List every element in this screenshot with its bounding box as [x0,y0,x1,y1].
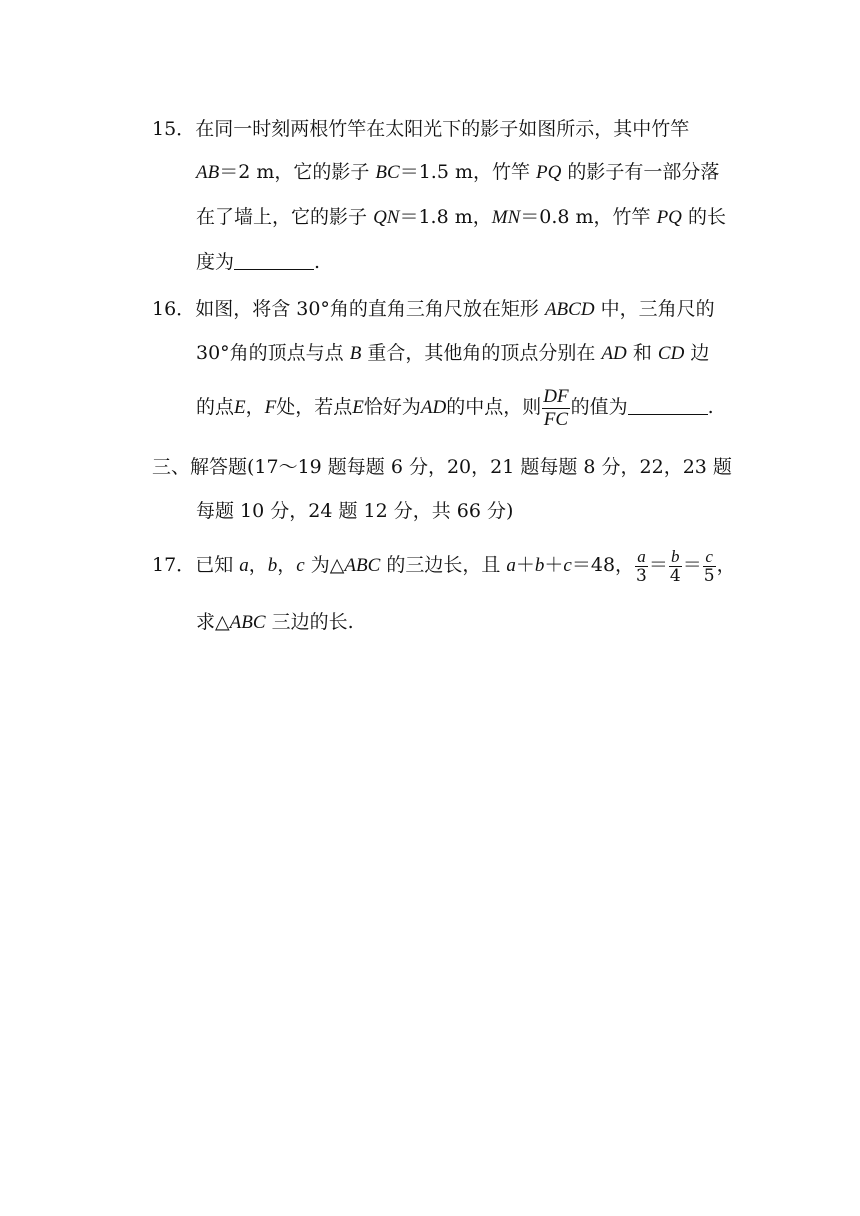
segment-ab: AB [196,162,220,183]
var-a: a [239,555,249,576]
q17-text-1c: 的三边长，且 [386,554,501,576]
point-e: E [234,397,246,418]
q17-text-2a: 求△ [196,611,230,633]
q17-end-comma: ， [716,554,736,576]
q17-sep-2: ， [277,554,297,576]
fraction-c-5 [703,547,716,586]
q15-answer-blank[interactable] [234,251,314,270]
q16-text-2a: 30°角的顶点与点 [196,342,344,364]
q15-text-4: 度为 [196,251,235,273]
triangle-abc: ABC [344,555,381,576]
var-b: b [267,555,278,576]
q15-line-1 [152,117,689,141]
q16-period: . [707,396,714,418]
segment-mn: MN [491,207,521,228]
q16-text-3d: 的中点，则 [446,396,542,418]
q16-text-3b: 处，若点 [276,396,353,418]
plus-2: ＋ [544,554,564,576]
section3-line-1 [152,455,732,479]
point-b: B [349,343,362,364]
q15-text-2a: ＝2 m，它的影子 [219,161,370,183]
fraction-a-3 [635,547,648,586]
q16-text-2d: 边 [690,342,710,364]
q16-line-3 [196,384,714,431]
var-c: c [296,555,305,576]
q17-number: 17． [152,554,196,576]
q17-text-1b: 为△ [310,554,345,576]
q16-text-1a: 如图，将含 30°角的直角三角尺放在矩形 [195,298,539,320]
segment-qn: QN [373,207,400,228]
q17-text-2b: 三边的长. [271,611,354,633]
q16-line-2 [196,341,709,366]
q15-text-3a: 在了墙上，它的影子 [196,206,368,228]
triangle-abc-2: ABC [229,612,266,633]
point-e-2: E [352,397,364,418]
fraction-df-fc [542,386,569,431]
frac2-num: b [669,547,682,567]
fraction-b-4 [669,547,682,586]
section3-line-2 [196,499,513,523]
q17-line-1 [152,540,736,591]
frac3-num: c [703,547,716,567]
q16-text-1b: 中，三角尺的 [600,298,715,320]
eq-value: ＝48， [571,554,635,576]
frac1-den: 3 [636,565,647,586]
segment-bc: BC [375,162,400,183]
q16-comma: ， [245,396,265,418]
q15-line-2 [196,160,719,185]
q16-text-2b: 重合，其他角的顶点分别在 [367,342,596,364]
q16-line-1 [152,297,715,322]
q16-text-3c: 恰好为 [363,396,421,418]
q15-line-3 [196,205,726,230]
q16-text-3e: 的值为 [570,396,628,418]
plus-1: ＋ [515,554,535,576]
point-f: F [264,397,277,418]
side-ad: AD [601,343,627,364]
equals-2: ＝ [648,554,668,576]
eq-var-b: b [534,555,545,576]
q17-line-2 [196,610,354,635]
q16-text-2c: 和 [632,342,652,364]
q15-text-3b: ＝1.8 m， [399,206,492,228]
side-cd: CD [657,343,685,364]
rect-abcd: ABCD [544,299,595,320]
q15-text-3d: 的长 [687,206,726,228]
section3-heading-cont: 每题 10 分，24 题 12 分，共 66 分) [196,500,514,522]
fraction-denominator: FC [543,408,569,430]
q15-number: 15． [152,118,196,140]
q17-text-1a: 已知 [195,554,234,576]
side-ad-2: AD [420,397,447,418]
q15-period: . [314,251,321,273]
equals-3: ＝ [682,554,702,576]
q15-text-3c: ＝0.8 m，竹竿 [520,206,651,228]
eq-var-a: a [506,555,516,576]
q16-text-3a: 的点 [196,396,235,418]
q15-text-1: 在同一时刻两根竹竿在太阳光下的影子如图所示，其中竹竿 [195,118,690,140]
section3-heading: 三、解答题(17～19 题每题 6 分，20，21 题每题 8 分，22，23 题 [152,456,732,478]
fraction-numerator: DF [543,385,569,407]
frac1-num: a [635,547,648,567]
q15-text-2c: 的影子有一部分落 [567,161,720,183]
q15-line-4 [196,250,320,274]
frac3-den: 5 [703,565,715,586]
frac2-den: 4 [669,565,681,586]
segment-pq-2: PQ [656,207,682,228]
q17-sep-1: ， [248,554,268,576]
q16-number: 16． [152,298,196,320]
segment-pq: PQ [536,162,562,183]
eq-var-c: c [563,555,572,576]
q16-answer-blank[interactable] [628,396,708,415]
q15-text-2b: ＝1.5 m，竹竿 [399,161,530,183]
